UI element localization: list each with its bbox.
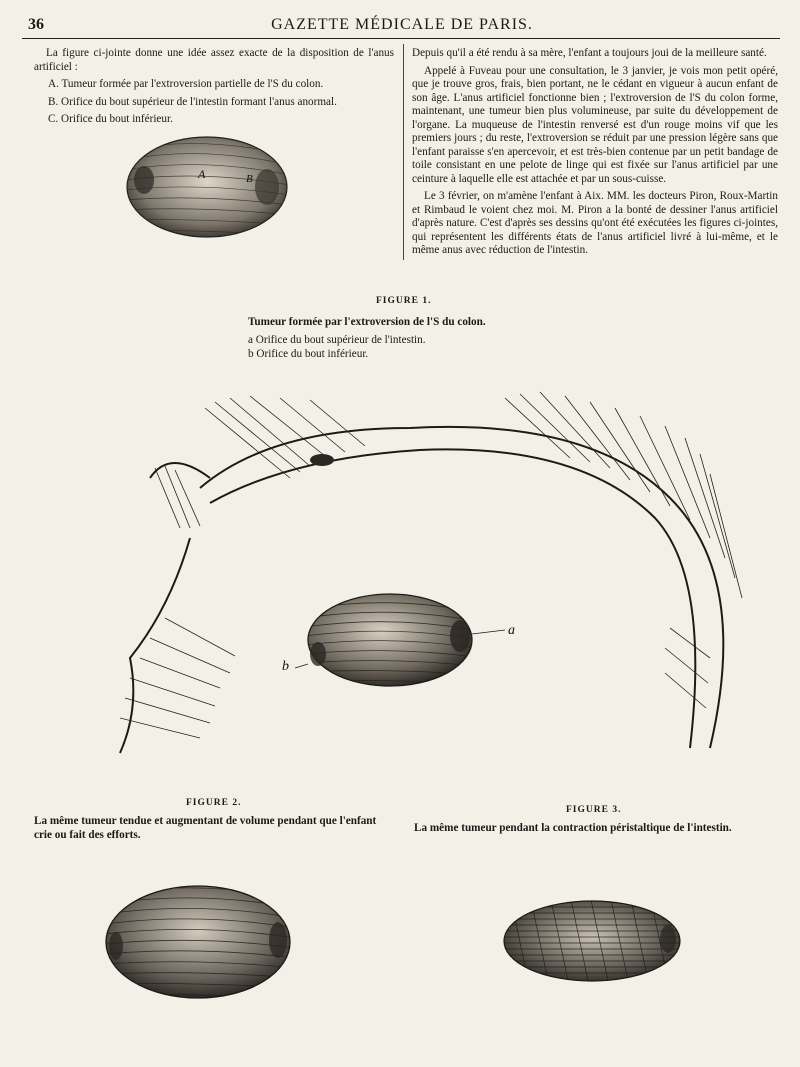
left-intro: La figure ci-jointe donne une idée assez exacte de la disposition de l'anus artificiel : [34, 47, 394, 73]
figure1-letter-a: a [508, 623, 515, 638]
figure2-caption: La même tumeur tendue et augmentant de volume pendant que l'enfant crie ou fait des efforts. [34, 815, 377, 841]
right-paragraph-3: Le 3 février, on m'amène l'enfant à Aix. MM. les docteurs Piron, Roux-Martin et Rimbaud le voient chez moi. M. Piron a la bonté de dessiner l'anus artificiel d'après nature. C'est d'après ses dessins qu'ont été exécutées les figures ci-jointes, qui représentent les différents états de l'anus artificiel livré à lui-même, et le même anus avec réduction de l'intestin. [412, 190, 778, 256]
figure1-label: FIGURE 1. [376, 296, 432, 306]
journal-title: GAZETTE MÉDICALE DE PARIS. [271, 16, 533, 33]
figure1-letter-b: b [282, 659, 289, 674]
figure1-legend-a: a Orifice du bout supérieur de l'intestin. [248, 334, 426, 346]
right-column [412, 47, 778, 262]
figure1-illustration [110, 388, 780, 758]
figure2-label: FIGURE 2. [186, 798, 242, 808]
legend-item-c: C. Orifice du bout inférieur. [48, 113, 173, 125]
legend-item-a: A. Tumeur formée par l'extroversion partielle de l'S du colon. [48, 78, 324, 90]
page-header [22, 12, 782, 38]
right-paragraph-1: Depuis qu'il a été rendu à sa mère, l'enfant a toujours joui de la meilleure santé. [412, 47, 767, 59]
left-column [34, 47, 394, 131]
sketch-letter-a: A [198, 167, 206, 181]
figure1-legend-b: b Orifice du bout inférieur. [248, 348, 369, 360]
right-paragraph-2: Appelé à Fuveau pour une consultation, le 3 janvier, je vois mon petit opéré, que je trouve gros, frais, bien portant, ne le cédant en vigueur à aucun enfant de son âge. L'anus artificiel fonctionne bien ; l'extroversion de l'S du colon forme, maintenant, une tumeur bien plus volumineuse, par suite du développement de l'organe. La muqueuse de l'intestin renversé est d'un rouge moins vif que les premiers jours ; du reste, l'extroversion se réduit par une pression légère sans que l'enfant paraisse s'en apercevoir, et est très-bien contenue par un petit bandage de toile consistant en une pelote de linge qui est fixée sur l'anus artificiel par une ceinture à laquelle elle est attachée et par un sous-cuisse. [412, 64, 778, 185]
legend-item-b: B. Orifice du bout supérieur de l'intestin formant l'anus anormal. [48, 95, 337, 108]
figure2-illustration [100, 880, 300, 1005]
header-rule [22, 38, 780, 39]
small-tumor-sketch [120, 130, 295, 245]
sketch-letter-b: B [246, 173, 253, 185]
figure1-caption: Tumeur formée par l'extroversion de l'S du colon. [248, 316, 486, 328]
page-number: 36 [28, 16, 44, 33]
figure3-illustration [500, 895, 690, 990]
figure3-label: FIGURE 3. [566, 805, 622, 815]
figure3-caption: La même tumeur pendant la contraction péristaltique de l'intestin. [414, 822, 732, 834]
column-divider [403, 44, 404, 260]
